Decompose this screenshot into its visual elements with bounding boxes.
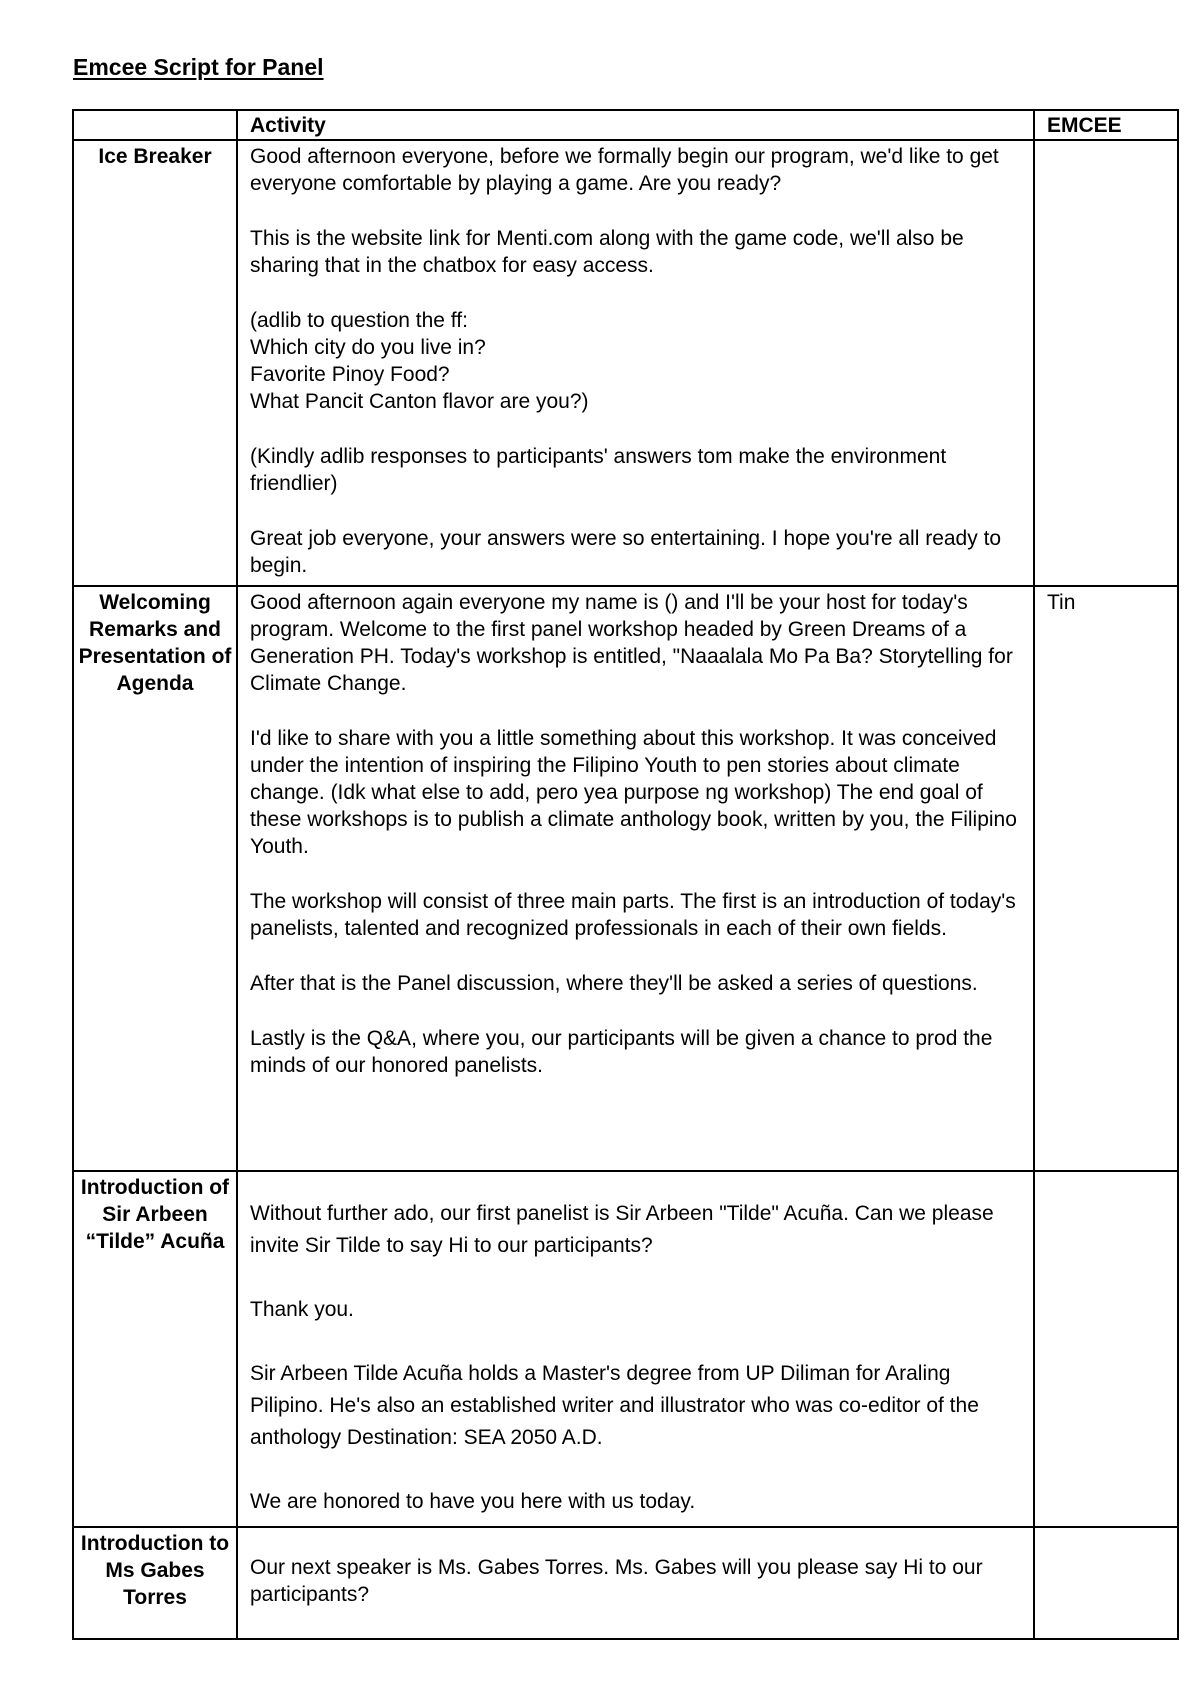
activity-paragraph: Great job everyone, your answers were so entertaining. I hope you're all ready to begin.: [250, 527, 1002, 577]
emcee-cell: [1034, 1527, 1178, 1639]
table-header-row: [73, 110, 1178, 140]
row-label: Introduction to Ms Gabes Torres: [73, 1527, 237, 1639]
activity-paragraph: Good afternoon again everyone my name is () and I'll be your host for today's program. Welcome to the first panel workshop headed by Green Dreams of a Generation PH. Today's workshop is entitled, "Naaalala Mo Pa Ba? Storytelling for Climate Change.: [250, 591, 1013, 695]
row-welcoming-remarks: [73, 586, 1178, 1171]
row-intro-gabes: [73, 1527, 1178, 1639]
activity-paragraph: (Kindly adlib responses to participants' answers tom make the environment friendlier): [250, 445, 947, 495]
activity-paragraph: After that is the Panel discussion, where they'll be asked a series of questions.: [250, 972, 978, 995]
activity-paragraph: Sir Arbeen Tilde Acuña holds a Master's degree from UP Diliman for Araling Pilipino. He's also an established writer and illustrator who was co-editor of the anthology Destination: SEA 2050 A.D.: [250, 1362, 979, 1449]
row-label: Introduction of Sir Arbeen “Tilde” Acuña: [73, 1171, 237, 1527]
row-label: Ice Breaker: [73, 140, 237, 586]
document-title: Emcee Script for Panel: [73, 54, 324, 80]
activity-paragraph: Thank you.: [250, 1298, 354, 1321]
activity-paragraph: (adlib to question the ff: Which city do you live in? Favorite Pinoy Food? What Pancit Canton flavor are you?): [250, 309, 589, 413]
activity-cell: [237, 1527, 1034, 1639]
activity-paragraph: Our next speaker is Ms. Gabes Torres. Ms. Gabes will you please say Hi to our participants?: [250, 1556, 983, 1606]
activity-cell: [237, 586, 1034, 1171]
activity-cell: [237, 140, 1034, 586]
activity-paragraph: The workshop will consist of three main parts. The first is an introduction of today's panelists, talented and recognized professionals in each of their own fields.: [250, 890, 1016, 940]
activity-paragraph: I'd like to share with you a little something about this workshop. It was conceived under the intention of inspiring the Filipino Youth to pen stories about climate change. (Idk what else to add, pero yea purpose ng workshop) The end goal of these workshops is to publish a climate anthology book, written by you, the Filipino Youth.: [250, 727, 1017, 858]
emcee-script-table: [72, 109, 1179, 1640]
activity-paragraph: Good afternoon everyone, before we formally begin our program, we'd like to get everyone comfortable by playing a game. Are you ready?: [250, 145, 999, 195]
activity-paragraph: Without further ado, our first panelist is Sir Arbeen "Tilde" Acuña. Can we please invite Sir Tilde to say Hi to our participants?: [250, 1202, 994, 1257]
emcee-cell: [1034, 140, 1178, 586]
activity-paragraph: Lastly is the Q&A, where you, our participants will be given a chance to prod the minds of our honored panelists.: [250, 1027, 993, 1077]
emcee-cell: [1034, 1171, 1178, 1527]
activity-paragraph: We are honored to have you here with us today.: [250, 1490, 696, 1513]
header-activity: Activity: [237, 110, 1034, 140]
emcee-cell: Tin: [1034, 586, 1178, 1171]
row-ice-breaker: [73, 140, 1178, 586]
row-intro-arbeen: [73, 1171, 1178, 1527]
header-label-cell: [73, 110, 237, 140]
activity-cell: [237, 1171, 1034, 1527]
row-label: Welcoming Remarks and Presentation of Agenda: [73, 586, 237, 1171]
header-emcee: EMCEE: [1034, 110, 1178, 140]
activity-paragraph: This is the website link for Menti.com along with the game code, we'll also be sharing that in the chatbox for easy access.: [250, 227, 964, 277]
